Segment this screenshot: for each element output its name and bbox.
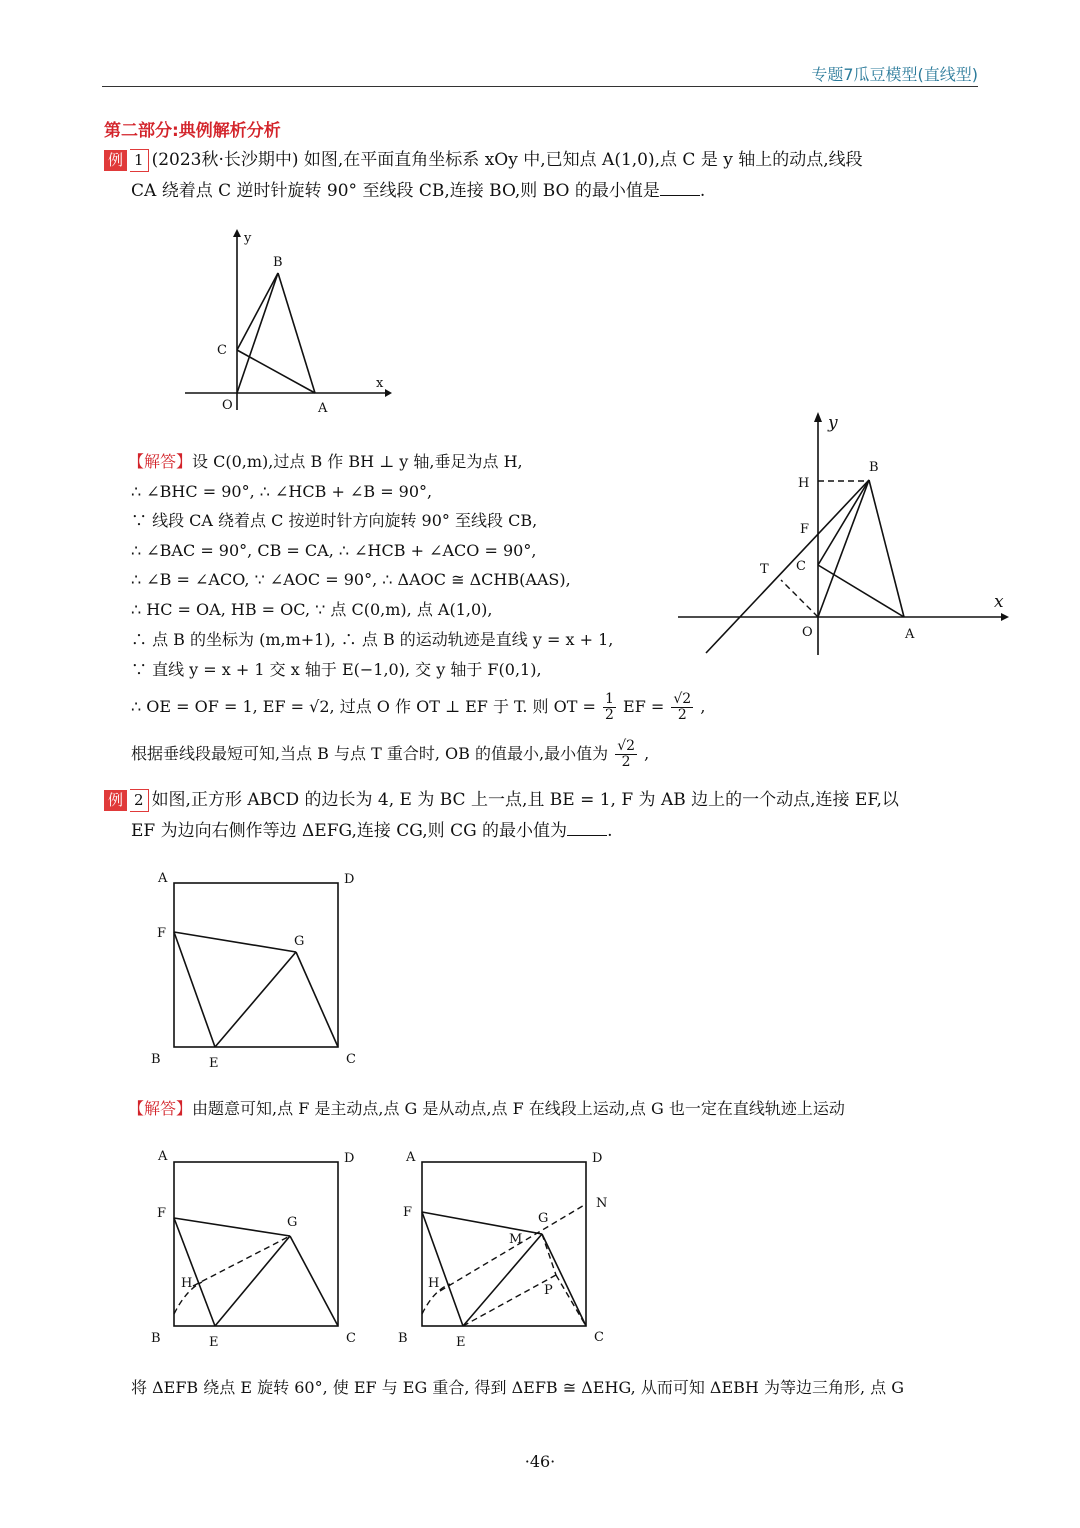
f1-label-y: y xyxy=(244,231,252,246)
sq3-label-C: C xyxy=(594,1330,604,1345)
sq2-label-F: F xyxy=(157,1206,167,1221)
f2-label-B: B xyxy=(869,460,879,475)
f1-label-B: B xyxy=(273,255,283,270)
figure-3-square xyxy=(150,870,370,1080)
ex1-tag: 例 xyxy=(104,150,127,171)
ex1-num: 1 xyxy=(130,149,149,172)
sq2-label-A: A xyxy=(158,1149,168,1164)
figure-1 xyxy=(180,225,400,425)
f2-label-C: C xyxy=(796,559,806,574)
f2-label-H: H xyxy=(798,476,810,491)
answer-blank-2 xyxy=(567,821,607,836)
f1-label-C: C xyxy=(217,343,227,358)
section-title: 第二部分:典例解析分析 xyxy=(104,121,281,141)
fraction-half: $\frac{1}{2}$ xyxy=(605,691,614,723)
f1-label-O: O xyxy=(222,398,233,413)
sol2-line1: 【解答】由题意可知,点 F 是主动点,点 G 是从动点,点 F 在线段上运动,点 G 也一定在直线轨迹上运动 xyxy=(128,1099,845,1118)
sol2-label: 【解答】 xyxy=(128,1099,193,1118)
sol1-line9: ∴ OE = OF = 1, EF = √2, 过点 O 作 OT ⊥ EF 于 T. 则 OT = $\frac{1}{2}$ EF = $\frac{√2}{2}$ , xyxy=(131,691,706,723)
sq3-label-E: E xyxy=(456,1335,466,1350)
sq3-label-F: F xyxy=(403,1205,413,1220)
answer-blank xyxy=(660,181,700,196)
ex2-num: 2 xyxy=(130,789,149,812)
ex2-line2: EF 为边向右侧作等边 ΔEFG,连接 CG,则 CG 的最小值为 . xyxy=(131,821,613,841)
sol1-line10: 根据垂线段最短可知,当点 B 与点 T 重合时, OB 的值最小,最小值为 $\frac{√2}{2}$ , xyxy=(131,738,650,770)
figure-2 xyxy=(676,410,1011,660)
page-header xyxy=(102,60,978,87)
f2-label-T: T xyxy=(760,562,769,577)
sq-label-D: D xyxy=(344,872,355,887)
sol1-line4: ∴ ∠BAC = 90°, CB = CA, ∴ ∠HCB + ∠ACO = 90°, xyxy=(131,541,537,560)
header-title: 专题7瓜豆模型(直线型) xyxy=(811,65,978,84)
sq2-label-B: B xyxy=(151,1331,161,1346)
sq3-label-M: M xyxy=(509,1232,523,1247)
sq3-label-A: A xyxy=(406,1150,416,1165)
sol1-line1: 【解答】设 C(0,m),过点 B 作 BH ⊥ y 轴,垂足为点 H, xyxy=(128,452,523,471)
sq-label-C: C xyxy=(346,1052,356,1067)
page-number: ·46· xyxy=(524,1452,556,1471)
sq-label-A: A xyxy=(158,871,168,886)
sol1-line8: ∵ 直线 y = x + 1 交 x 轴于 E(−1,0), 交 y 轴于 F(0,1), xyxy=(131,660,542,679)
sol1-line3: ∵ 线段 CA 绕着点 C 按逆时针方向旋转 90° 至线段 CB, xyxy=(131,511,538,530)
sq3-label-D: D xyxy=(592,1151,603,1166)
ex1-line2: CA 绕着点 C 逆时针旋转 90° 至线段 CB,连接 BO,则 BO 的最小值是 . xyxy=(131,181,706,201)
sq-label-G: G xyxy=(294,934,305,949)
ex2-text1: 如图,正方形 ABCD 的边长为 4, E 为 BC 上一点,且 BE = 1, F 为 AB 边上的一个动点,连接 EF,以 xyxy=(151,790,899,810)
sq3-label-B: B xyxy=(398,1331,408,1346)
ex1-line1 xyxy=(104,149,863,172)
sq2-label-C: C xyxy=(346,1331,356,1346)
ex1-text1: (2023秋·长沙期中) 如图,在平面直角坐标系 xOy 中,已知点 A(1,0),点 C 是 y 轴上的动点,线段 xyxy=(151,150,863,170)
figure-5-square xyxy=(396,1148,626,1358)
sol1-line6: ∴ HC = OA, HB = OC, ∵ 点 C(0,m), 点 A(1,0), xyxy=(131,600,493,619)
ex2-line1 xyxy=(104,789,899,812)
sq2-label-H: H xyxy=(181,1276,193,1291)
sol1-line7: ∴ 点 B 的坐标为 (m,m+1), ∴ 点 B 的运动轨迹是直线 y = x + 1, xyxy=(131,630,614,649)
sq2-label-G: G xyxy=(287,1215,298,1230)
ex1-text2: CA 绕着点 C 逆时针旋转 90° 至线段 CB,连接 BO,则 BO 的最小值是 xyxy=(131,181,660,201)
figure-4-square xyxy=(150,1148,370,1358)
f2-label-O: O xyxy=(802,625,813,640)
f2-label-F: F xyxy=(800,522,810,537)
sq3-label-N: N xyxy=(596,1196,608,1211)
sol1-label: 【解答】 xyxy=(128,452,193,471)
ex2-tag: 例 xyxy=(104,790,127,811)
f2-label-x: x xyxy=(994,592,1004,612)
fraction-sqrt2-over-2: $\frac{√2}{2}$ xyxy=(673,691,692,723)
f2-label-y: y xyxy=(828,413,838,433)
sq-label-B: B xyxy=(151,1052,161,1067)
sq2-label-D: D xyxy=(344,1151,355,1166)
fraction-sqrt2-over-2-min: $\frac{√2}{2}$ xyxy=(617,738,636,770)
sq3-label-P: P xyxy=(544,1283,553,1298)
ex2-text2: EF 为边向右侧作等边 ΔEFG,连接 CG,则 CG 的最小值为 xyxy=(131,821,568,841)
f1-label-x: x xyxy=(376,376,384,391)
sq3-label-H: H xyxy=(428,1276,440,1291)
f1-label-A: A xyxy=(318,401,328,416)
f2-label-A: A xyxy=(905,627,915,642)
sq3-label-G: G xyxy=(538,1211,549,1226)
sol1-line2: ∴ ∠BHC = 90°, ∴ ∠HCB + ∠B = 90°, xyxy=(131,482,433,501)
sol1-line5: ∴ ∠B = ∠ACO, ∵ ∠AOC = 90°, ∴ ΔAOC ≅ ΔCHB(AAS), xyxy=(131,570,571,589)
sq2-label-E: E xyxy=(209,1335,219,1350)
sq-label-F: F xyxy=(157,926,167,941)
sol2-last-line: 将 ΔEFB 绕点 E 旋转 60°, 使 EF 与 EG 重合, 得到 ΔEFB ≅ ΔEHG, 从而可知 ΔEBH 为等边三角形, 点 G xyxy=(131,1378,904,1397)
sq-label-E: E xyxy=(209,1056,219,1071)
